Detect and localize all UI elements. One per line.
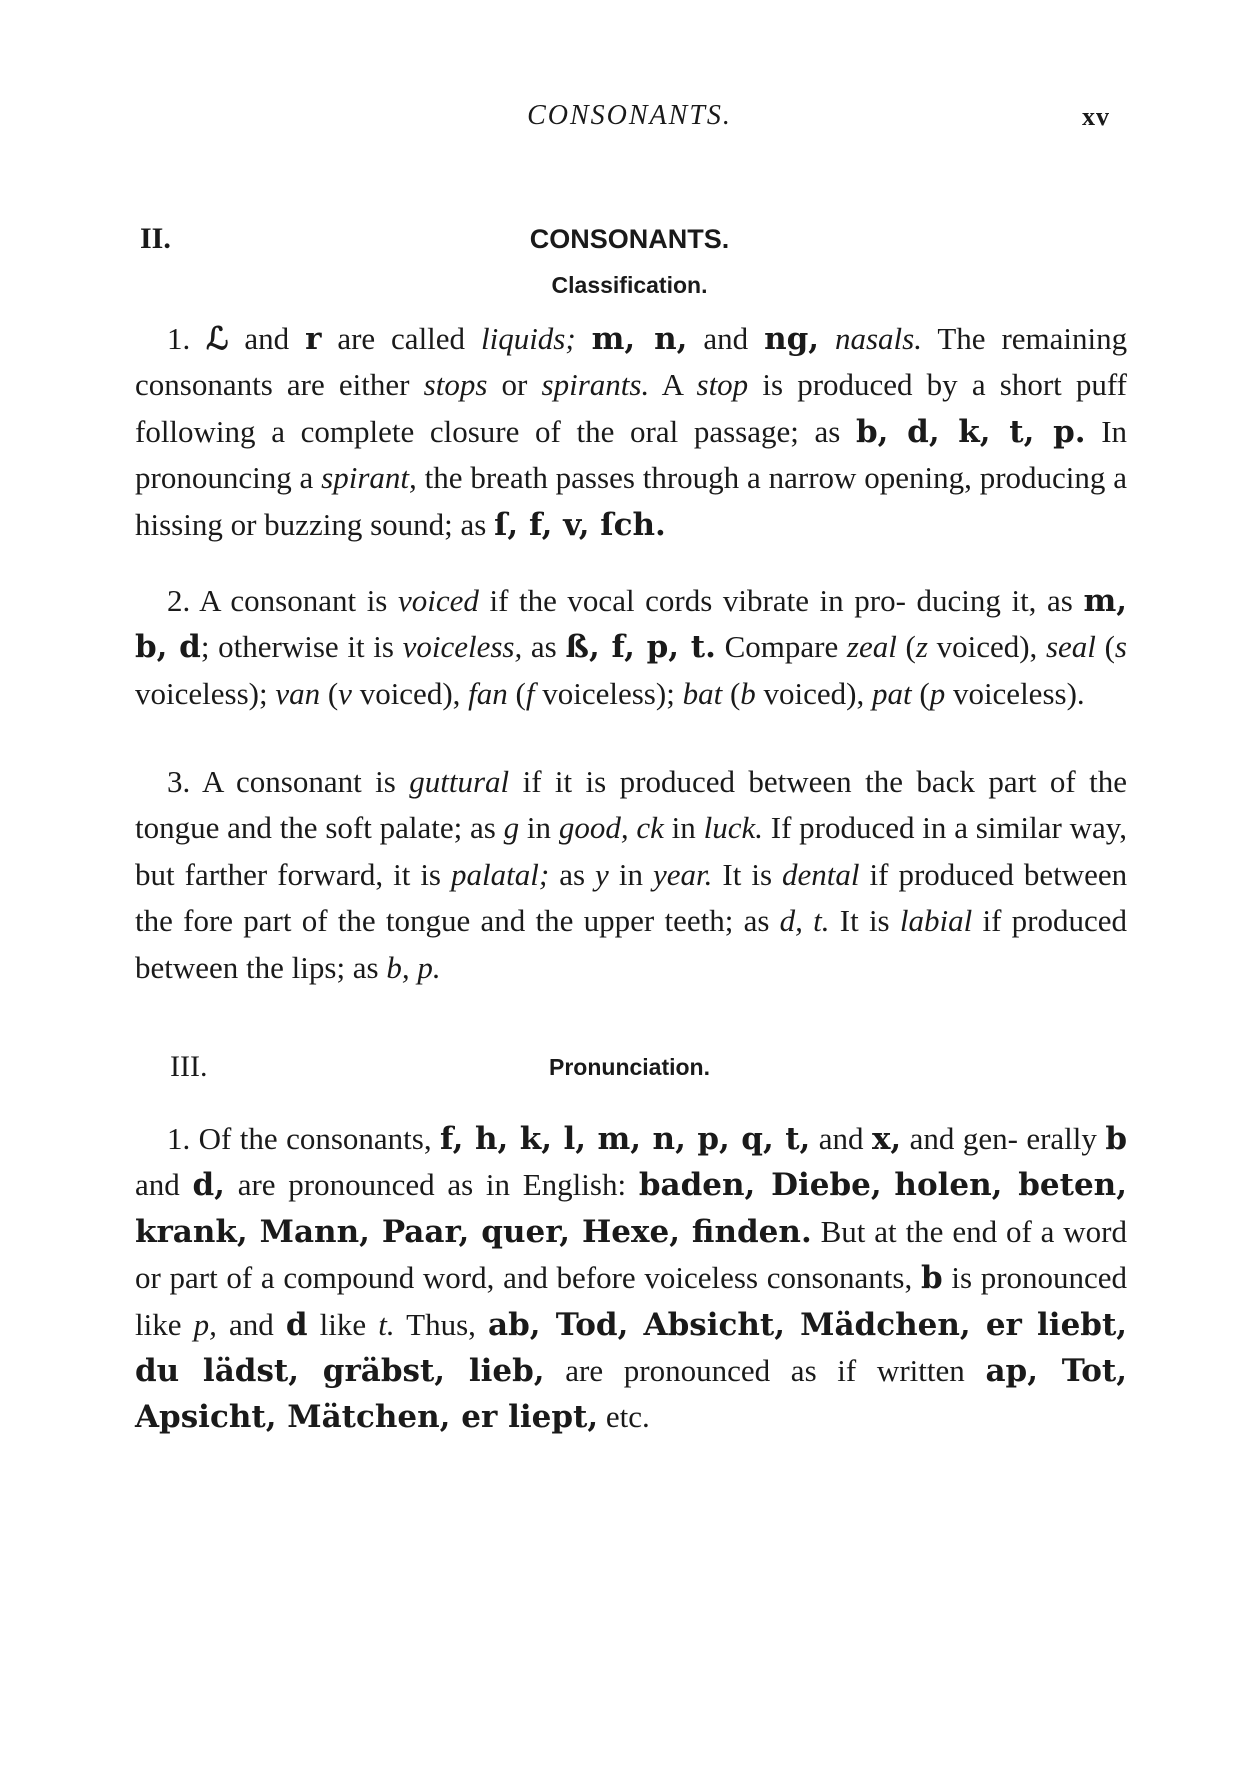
text-run: voiceless). [952,675,1085,711]
text-run: ducing it, as [916,583,1073,618]
paragraph-classification-2: 2. A consonant is voiced if the vocal cords vibrate in pro- ducing it, as m, b, d; otherwise it is voiceless, as ß, f, p, t. Compare zeal (z voiced), seal (s voiceless); van (v voiced), fan (f voiceless); bat (b voiced), pat (p voiceless). [135,583,1128,711]
term-palatal: palatal; [451,856,550,892]
fraktur-text: ß, f, p, t. [565,629,716,666]
paragraph-pronunciation-1 [135,1116,1127,1441]
text-run: if [982,903,1002,939]
text-run: in [671,810,696,846]
italic-term: fan [468,675,508,711]
term-stops: stops [423,367,488,403]
text-run: But at [820,1213,897,1249]
italic-term: p, [193,1306,217,1342]
text-run: or buzzing sound; as [230,506,487,542]
text-run: ; otherwise it is [200,629,394,665]
italic-term: y [595,856,609,892]
text-run: In pronouncing a [135,413,1128,496]
text-run: and [228,1306,274,1342]
italic-term: ck [636,810,664,846]
italic-term: p [929,675,946,711]
paragraph-classification-3 [135,759,1127,991]
text-run: are pronounced as if written [565,1353,965,1389]
text-run: A consonant is [201,764,396,799]
page-number: xv [1082,102,1110,131]
italic-term: good, [558,810,629,846]
fraktur-text: ap, Tot, Apsicht, Mätchen, er liept, [135,1353,1128,1436]
text-run: if it is produced between the back [522,764,975,799]
text-run: produced by a short puff following a complete closure of the [135,367,1127,449]
italic-term: year. [652,856,713,892]
italic-term: f [525,675,535,711]
section-subtitle-classification: Classification. [551,272,708,298]
text-run: A [661,367,683,403]
text-run: the [424,460,463,496]
text-run: If produced in a similar way, but farther forward, it is [135,810,1127,892]
text-run: in [526,810,552,846]
italic-term: luck. [703,810,763,846]
text-run: of the tongue and the upper teeth; as [301,903,770,939]
italic-term: zeal [846,629,897,665]
italic-term: v [338,675,352,711]
text-run: oral passage; as [630,413,841,449]
text-run: It is [839,903,890,939]
text-run: voiced), [359,675,461,711]
text-run: Thus, [406,1306,476,1342]
term-dental: dental [782,856,860,892]
italic-term: pat [871,675,912,711]
fraktur-text: r [305,321,322,357]
italic-term: b [740,675,756,711]
text-run: Compare [724,629,839,665]
fraktur-text: ab, Tod, Absicht, Mädchen, er liebt, du lädst, gräbst, lieb, [135,1306,1128,1390]
italic-term: b, p. [386,949,441,985]
text-run: breath passes through a narrow opening, producing a hissing [135,460,1128,542]
text-run: and gen- [909,1121,1018,1156]
italic-term: seal [1045,629,1096,665]
para-number: 3. [167,764,191,799]
text-run: voiced), [763,675,865,711]
running-title: CONSONANTS. [527,100,732,131]
text-run: and [244,321,290,356]
section-number-3: III. [170,1050,208,1083]
fraktur-text: b [920,1260,943,1297]
text-run: is [762,367,784,403]
text-run: part of the tongue and the soft palate; as [135,764,1128,846]
para-number: 2. [167,583,191,618]
text-run: if produced between the fore part [135,856,1128,939]
text-run: are pronounced as in English: [237,1167,627,1203]
term-liquids: liquids; [480,321,576,356]
text-run: voiced), [936,629,1038,665]
term-voiced: voiced [397,583,479,618]
italic-term: d, t. [779,903,830,939]
text-run: and [703,321,749,356]
text-run: Of the consonants, [198,1121,432,1156]
text-run: and [135,1167,180,1203]
paragraph-classification-1 [135,316,1127,548]
italic-term: spirant, [321,460,417,496]
fraktur-text: ℒ [206,321,229,357]
fraktur-text: ſ, f, v, ſch. [494,506,666,543]
text-run: A consonant is [199,583,388,618]
fraktur-text: b, d, k, t, p. [856,413,1086,450]
text-run: are called [337,321,466,356]
fraktur-text: x, [871,1121,902,1157]
text-run: if the vocal cords vibrate in pro- [489,583,906,618]
text-run: in [618,856,643,892]
text-run: erally [1026,1121,1097,1156]
fraktur-text: b [1105,1121,1128,1157]
text-run: or [501,367,528,403]
italic-term: z [915,629,928,665]
fraktur-text: ng, [764,321,820,357]
section-title-pronunciation: Pronunciation. [549,1054,710,1080]
fraktur-text: f, h, k, l, m, n, p, q, t, [440,1121,811,1157]
term-voiceless: voiceless, [402,629,523,665]
text-run: remaining consonants are either [135,321,1128,403]
term-spirants: spirants. [541,367,650,403]
text-run: is pronounced like [135,1260,1128,1342]
text-run: produced between the lips; as [135,903,1127,985]
para-number: 1. [167,321,191,356]
fraktur-text: holen, beten, krank, Mann, Paar, quer, Hexe, finden. [135,1167,1127,1250]
term-guttural: guttural [409,764,510,799]
para-number: 1. [167,1121,191,1156]
section-title-consonants: CONSONANTS. [529,224,730,254]
italic-term: t. [378,1306,395,1342]
text-run: It is [722,856,773,892]
text-run: as [530,629,557,665]
italic-term: van [275,675,321,711]
term-nasals: nasals. [834,321,922,356]
text-run: and [818,1121,864,1156]
italic-term: stop [696,367,749,403]
fraktur-text: m, b, d [135,583,1128,666]
italic-term: g [503,810,520,846]
section-number-2: II. [140,222,171,255]
fraktur-text: d [285,1306,308,1343]
text-run: as [559,856,586,892]
text-run: the end of a word or part of a compound word, and before [135,1213,1128,1296]
fraktur-text: d, [192,1167,225,1204]
text-run: like [319,1306,367,1342]
text-run: voiceless); [542,675,675,711]
fraktur-text: m, n, [591,321,688,357]
text-run: The [937,321,986,356]
italic-term: bat [682,675,723,711]
italic-term: s [1114,629,1127,665]
text-run: voiceless consonants, [644,1260,913,1296]
text-run: etc. [605,1399,650,1435]
text-run: voiceless); [135,675,268,711]
term-labial: labial [899,903,973,939]
fraktur-text: baden, Diebe, [638,1167,882,1204]
